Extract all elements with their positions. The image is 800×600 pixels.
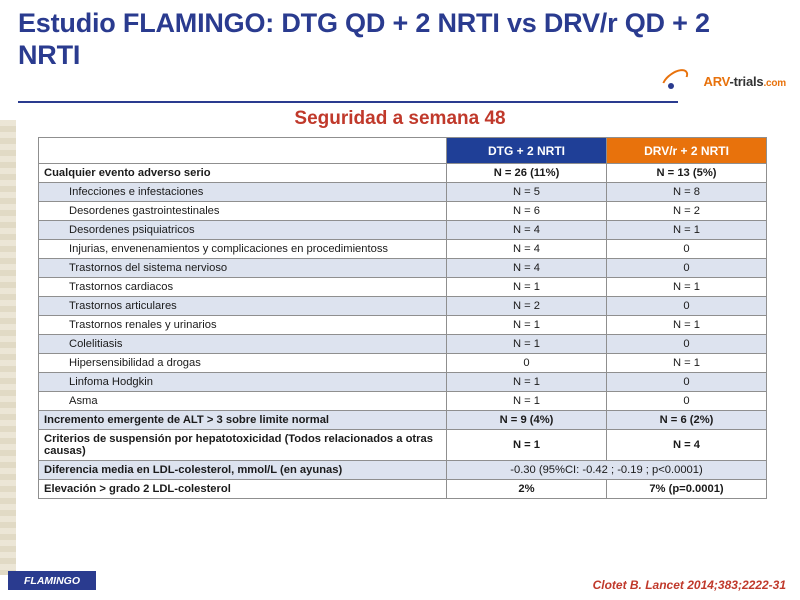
- row-value-dtg: 2%: [447, 480, 607, 499]
- table-row: [39, 259, 767, 278]
- row-label: Criterios de suspensión por hepatotoxicidad (Todos relacionados a otras causas): [39, 430, 447, 461]
- row-label: Linfoma Hodgkin: [39, 373, 447, 392]
- row-label: Trastornos cardiacos: [39, 278, 447, 297]
- table-row: [39, 411, 767, 430]
- row-label: Elevación > grado 2 LDL-colesterol: [39, 480, 447, 499]
- logo-text-com: .com: [763, 78, 786, 89]
- row-value-dtg: N = 4: [447, 221, 607, 240]
- row-value-dtg: N = 1: [447, 373, 607, 392]
- row-value-dtg: N = 1: [447, 430, 607, 461]
- row-value-drv: N = 8: [607, 183, 767, 202]
- table-body: [39, 164, 767, 499]
- table-header-blank: [39, 138, 447, 164]
- row-value-drv: 0: [607, 373, 767, 392]
- row-label: Cualquier evento adverso serio: [39, 164, 447, 183]
- row-value-drv: 0: [607, 297, 767, 316]
- table-row: [39, 373, 767, 392]
- page-title: Estudio FLAMINGO: DTG QD + 2 NRTI vs DRV/r QD + 2 NRTI: [18, 8, 710, 70]
- page-subtitle: Seguridad a semana 48: [294, 108, 506, 129]
- row-label: Injurias, envenenamientos y complicaciones en procedimientoss: [39, 240, 447, 259]
- table-row: [39, 221, 767, 240]
- row-label: Infecciones e infestaciones: [39, 183, 447, 202]
- row-value-drv: N = 13 (5%): [607, 164, 767, 183]
- row-value-dtg: N = 9 (4%): [447, 411, 607, 430]
- row-value-drv: N = 1: [607, 278, 767, 297]
- table-row: [39, 480, 767, 499]
- row-label: Diferencia media en LDL-colesterol, mmol/L (en ayunas): [39, 461, 447, 480]
- table-row: [39, 316, 767, 335]
- row-value-dtg: N = 1: [447, 335, 607, 354]
- decorative-left-strip: [0, 120, 16, 575]
- row-value-dtg: N = 4: [447, 259, 607, 278]
- logo-text-arv: ARV: [703, 74, 730, 89]
- row-value-drv: N = 1: [607, 221, 767, 240]
- row-value-dtg: N = 26 (11%): [447, 164, 607, 183]
- row-value-drv: N = 2: [607, 202, 767, 221]
- row-value-drv: 7% (p=0.0001): [607, 480, 767, 499]
- table-row: [39, 430, 767, 461]
- row-label: Asma: [39, 392, 447, 411]
- row-label: Trastornos renales y urinarios: [39, 316, 447, 335]
- table-row: [39, 183, 767, 202]
- row-value-drv: 0: [607, 240, 767, 259]
- row-value-dtg: N = 2: [447, 297, 607, 316]
- table-row: [39, 354, 767, 373]
- table-row: [39, 335, 767, 354]
- arv-trials-logo: [658, 74, 786, 104]
- row-value-drv: 0: [607, 259, 767, 278]
- row-label: Incremento emergente de ALT > 3 sobre limite normal: [39, 411, 447, 430]
- logo-dot-icon: [668, 83, 674, 89]
- row-label: Colelitiasis: [39, 335, 447, 354]
- table-row: [39, 278, 767, 297]
- row-value-dtg: 0: [447, 354, 607, 373]
- row-value-dtg: N = 5: [447, 183, 607, 202]
- row-value-dtg: N = 4: [447, 240, 607, 259]
- row-value-drv: N = 1: [607, 316, 767, 335]
- row-value-drv: N = 6 (2%): [607, 411, 767, 430]
- row-value-dtg: N = 1: [447, 278, 607, 297]
- row-value-dtg: N = 6: [447, 202, 607, 221]
- safety-table: [38, 137, 767, 499]
- footer-study-tab: FLAMINGO: [8, 571, 96, 590]
- table-row: [39, 392, 767, 411]
- table-header-row: [39, 138, 767, 164]
- row-label: Hipersensibilidad a drogas: [39, 354, 447, 373]
- row-value-span: -0.30 (95%CI: -0.42 ; -0.19 ; p<0.0001): [447, 461, 767, 480]
- row-label: Desordenes gastrointestinales: [39, 202, 447, 221]
- row-label: Trastornos articulares: [39, 297, 447, 316]
- table-header-dtg: DTG + 2 NRTI: [447, 138, 607, 164]
- row-value-drv: 0: [607, 335, 767, 354]
- row-label: Trastornos del sistema nervioso: [39, 259, 447, 278]
- table-row: [39, 240, 767, 259]
- table-row: [39, 297, 767, 316]
- table-row: [39, 202, 767, 221]
- logo-text-trials: -trials: [729, 74, 764, 89]
- row-label: Desordenes psiquiatricos: [39, 221, 447, 240]
- row-value-dtg: N = 1: [447, 392, 607, 411]
- table-row: [39, 461, 767, 480]
- row-value-drv: 0: [607, 392, 767, 411]
- row-value-dtg: N = 1: [447, 316, 607, 335]
- table-header-drv: DRV/r + 2 NRTI: [607, 138, 767, 164]
- citation-text: Clotet B. Lancet 2014;383;2222-31: [592, 578, 786, 592]
- title-divider: [18, 101, 678, 103]
- row-value-drv: N = 4: [607, 430, 767, 461]
- row-value-drv: N = 1: [607, 354, 767, 373]
- table-row: [39, 164, 767, 183]
